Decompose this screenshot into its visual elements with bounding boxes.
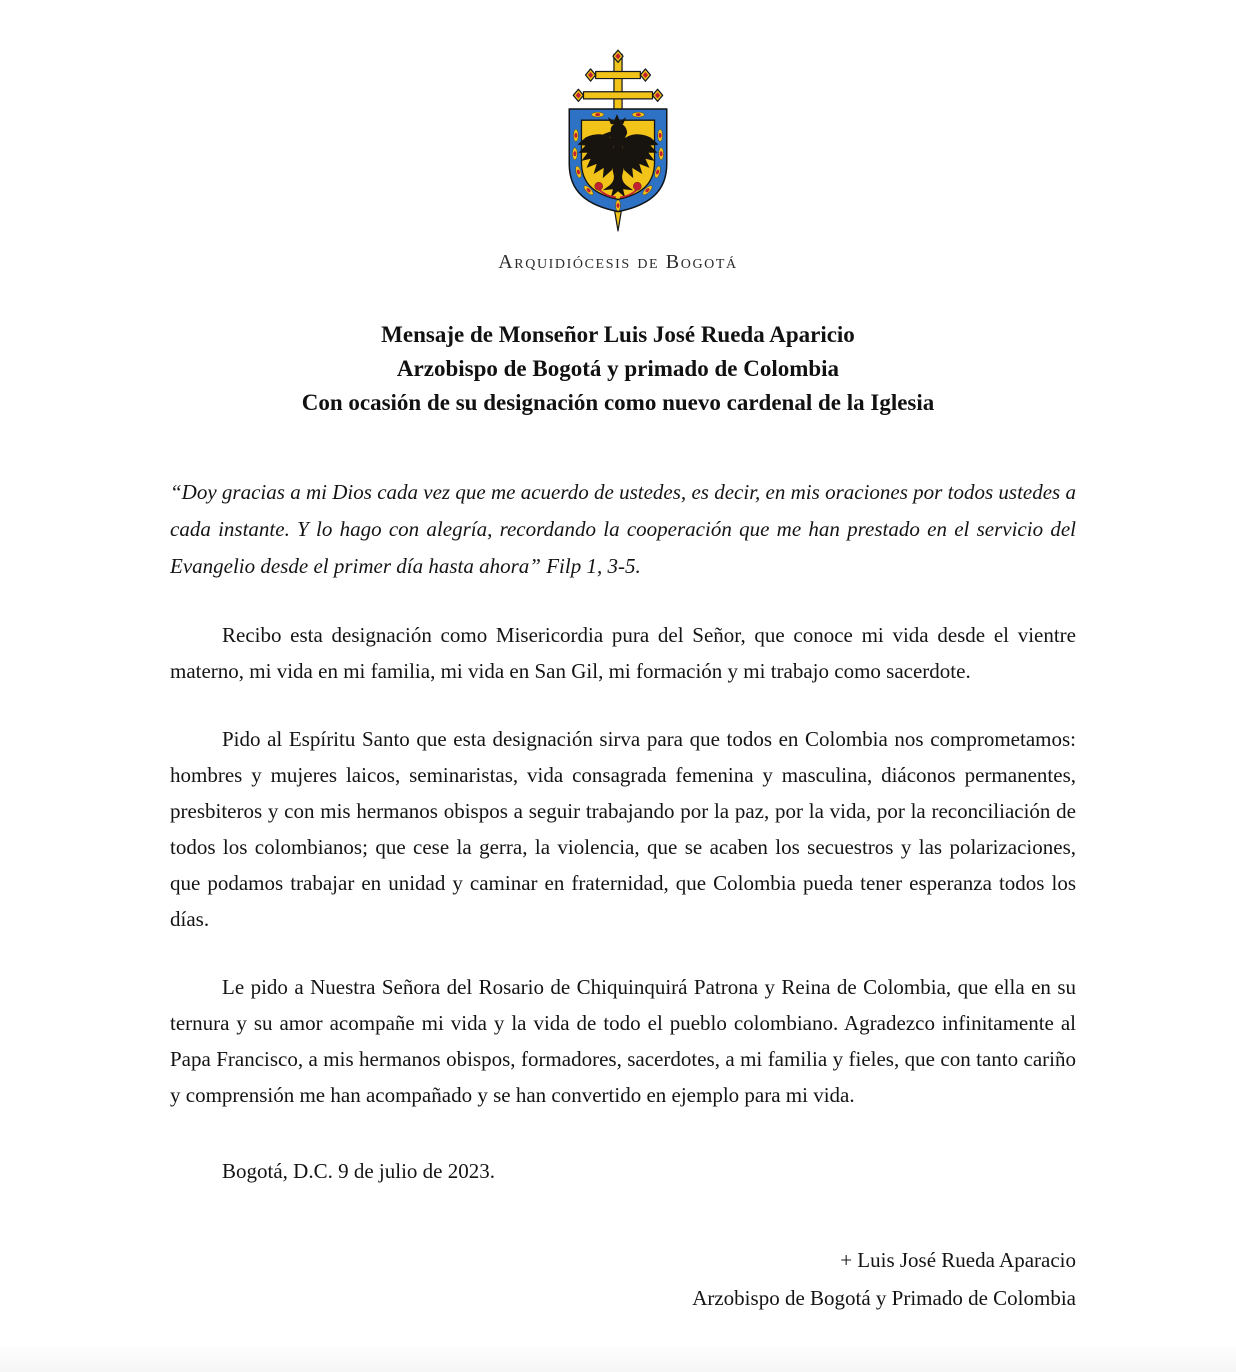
title-line-2: Arzobispo de Bogotá y primado de Colombia: [396, 356, 840, 381]
document-title: [0, 318, 1236, 420]
emblem-section: [0, 0, 1236, 274]
document-body: [0, 474, 1236, 1317]
scripture-quote: “Doy gracias a mi Dios cada vez que me acuerdo de ustedes, es decir, en mis oraciones por todos ustedes a cada instante. Y lo hago con alegría, recordando la cooperación que me han prestado en el servicio del Evangelio desde el primer día hasta ahora” Filp 1, 3-5.: [170, 480, 1076, 578]
title-line-1: Mensaje de Monseñor Luis José Rueda Aparicio: [381, 322, 855, 347]
emblem-caption: Arquidiócesis de Bogotá: [498, 251, 738, 273]
signature-name: + Luis José Rueda Aparacio: [840, 1248, 1076, 1272]
body-paragraph-2: Pido al Espíritu Santo que esta designación sirva para que todos en Colombia nos comprometamos: hombres y mujeres laicos, seminaristas, vida consagrada femenina y masculina, diáconos permanentes, presbiteros y con mis hermanos obispos a seguir trabajando por la paz, por la vida, por la reconciliación de todos los colombianos; que cese la gerra, la violencia, que se acaben los secuestros y las polarizaciones, que podamos trabajar en unidad y caminar en fraternidad, que Colombia pueda tener esperanza todos los días.: [170, 727, 1076, 931]
signature-role: Arzobispo de Bogotá y Primado de Colombia: [692, 1286, 1076, 1310]
body-paragraph-3: Le pido a Nuestra Señora del Rosario de Chiquinquirá Patrona y Reina de Colombia, que ella en su ternura y su amor acompañe mi vida y la vida de todo el pueblo colombiano. Agradezco infinitamente al Papa Francisco, a mis hermanos obispos, formadores, sacerdotes, a mi familia y fieles, que con tanto cariño y comprensión me han acompañado y se han convertido en ejemplo para mi vida.: [170, 975, 1076, 1107]
coat-of-arms-icon: [552, 46, 684, 234]
date-line: Bogotá, D.C. 9 de julio de 2023.: [222, 1159, 495, 1183]
title-line-3: Con ocasión de su designación como nuevo cardenal de la Iglesia: [301, 390, 935, 415]
page-bottom-edge: [0, 1346, 1236, 1372]
body-paragraph-1: Recibo esta designación como Misericordia pura del Señor, que conoce mi vida desde el vientre materno, mi vida en mi familia, mi vida en San Gil, mi formación y mi trabajo como sacerdote.: [170, 623, 1076, 683]
signature-block: [170, 1241, 1076, 1317]
